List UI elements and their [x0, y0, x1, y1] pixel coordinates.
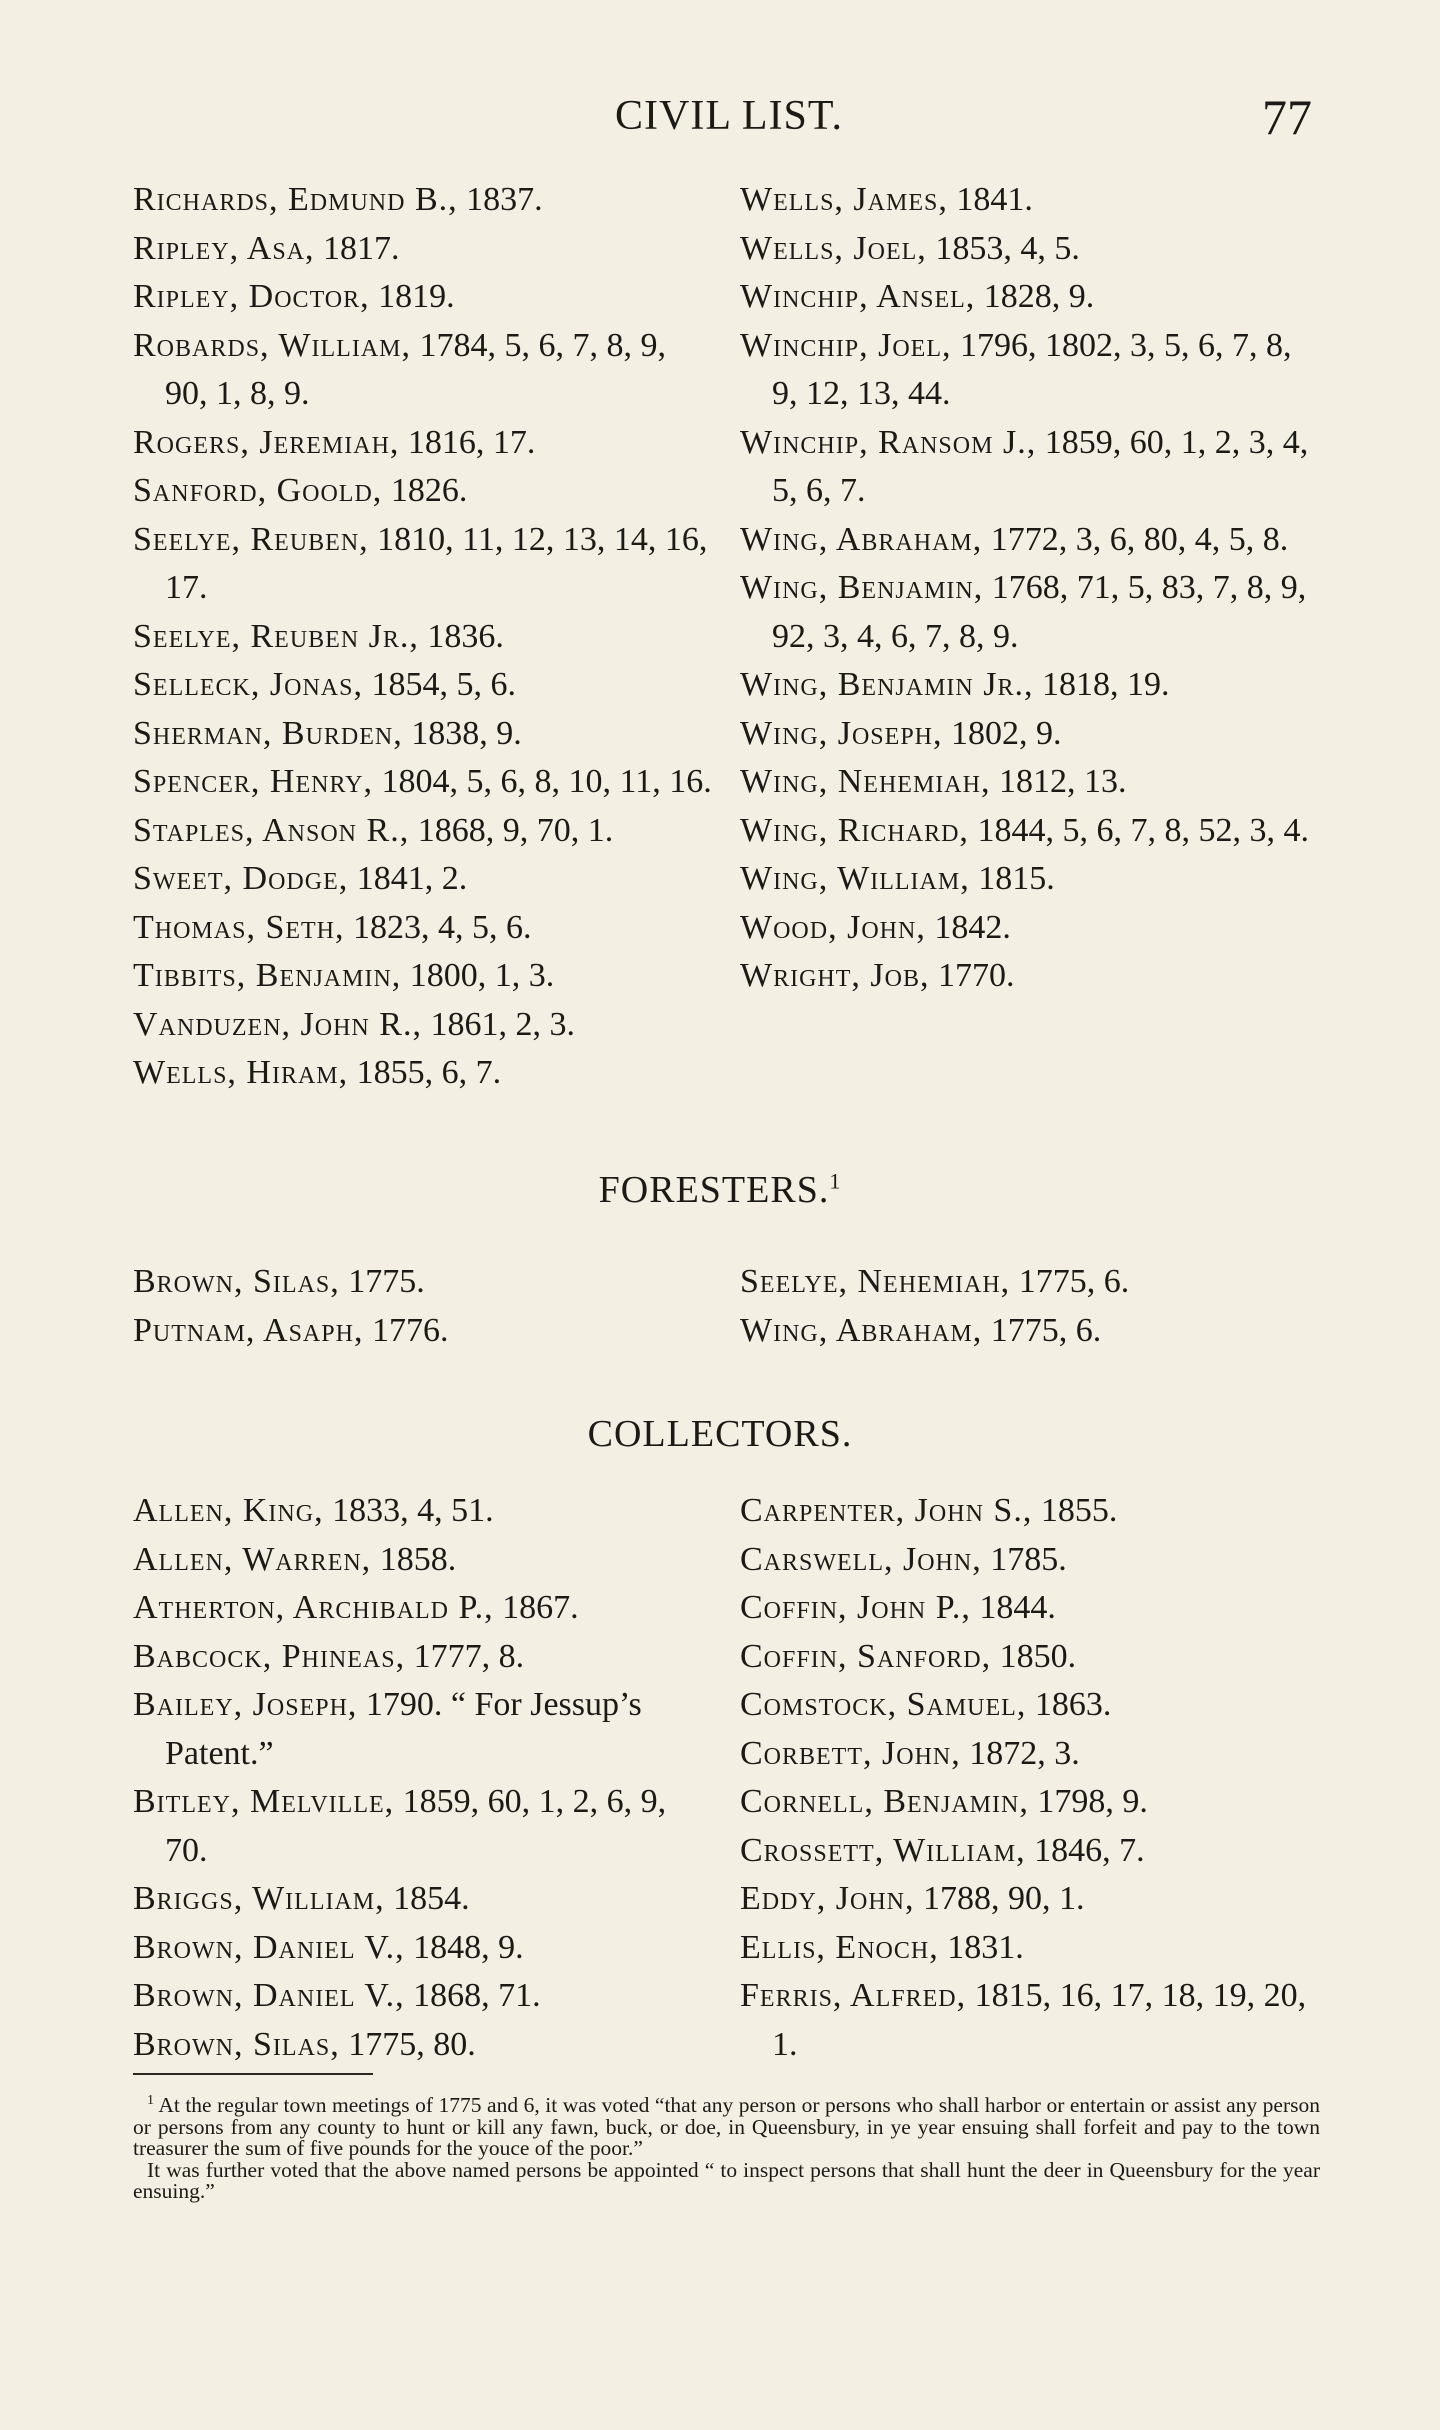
foresters-heading-text: FORESTERS.	[598, 1169, 830, 1211]
foresters-list	[133, 1258, 1320, 1355]
entry-years: 1785.	[981, 1540, 1067, 1578]
entry-name: Ellis, Enoch,	[740, 1928, 939, 1966]
list-entry	[133, 613, 713, 662]
list-entry	[133, 1049, 713, 1098]
continued-list-left-column	[133, 176, 713, 1098]
list-entry	[740, 661, 1320, 710]
entry-years: 1804, 5, 6, 8, 10, 11, 16.	[373, 763, 712, 800]
entry-years: 1859, 60, 1, 2, 3, 4, 5, 6, 7.	[772, 423, 1309, 509]
list-entry	[740, 710, 1320, 759]
entry-years: 1815, 16, 17, 18, 19, 20, 1.	[772, 1977, 1307, 2063]
entry-name: Babcock, Phineas,	[133, 1637, 406, 1675]
entry-name: Wing, Abraham,	[740, 1311, 983, 1349]
entry-years: 1777, 8.	[405, 1637, 525, 1675]
list-entry	[740, 807, 1320, 856]
list-entry	[740, 1972, 1320, 2069]
list-entry	[133, 758, 713, 807]
entry-years: 1775, 6.	[982, 1311, 1102, 1349]
entry-years: 1850.	[991, 1637, 1077, 1675]
entry-years: 1815.	[969, 860, 1055, 897]
entry-name: Allen, King,	[133, 1492, 324, 1529]
foresters-left-column	[133, 1258, 713, 1355]
entry-name: Wing, Benjamin Jr.,	[740, 666, 1034, 703]
footnote-reference: 1	[829, 1168, 842, 1194]
entry-years: 1838, 9.	[402, 714, 522, 752]
list-entry	[740, 225, 1320, 274]
entry-name: Wells, Hiram,	[133, 1054, 349, 1091]
entry-name: Sanford, Goold,	[133, 472, 383, 509]
entry-years: 1812, 13.	[990, 763, 1127, 800]
entry-name: Brown, Daniel V.,	[133, 1977, 405, 2014]
entry-name: Sherman, Burden,	[133, 714, 403, 752]
entry-years: 1837.	[457, 181, 543, 218]
list-entry	[133, 661, 713, 710]
list-entry	[740, 1584, 1320, 1633]
entry-years: 1790. “ For Jessup’s Patent.”	[165, 1686, 642, 1772]
entry-name: Atherton, Archibald P.,	[133, 1589, 494, 1626]
entry-name: Coffin, John P.,	[740, 1589, 971, 1626]
list-entry	[133, 1778, 713, 1875]
entry-years: 1810, 11, 12, 13, 14, 16, 17.	[165, 520, 708, 606]
entry-years: 1828, 9.	[975, 278, 1095, 315]
entry-name: Wing, Richard,	[740, 811, 969, 849]
page-number: 77	[1262, 89, 1312, 145]
entry-name: Wing, Nehemiah,	[740, 763, 991, 800]
entry-name: Seelye, Reuben Jr.,	[133, 617, 419, 655]
list-entry	[740, 516, 1320, 565]
list-entry	[740, 904, 1320, 953]
entry-name: Bailey, Joseph,	[133, 1686, 358, 1723]
entry-years: 1861, 2, 3.	[421, 1005, 575, 1043]
entry-name: Putnam, Asaph,	[133, 1311, 364, 1349]
entry-name: Carpenter, John S.,	[740, 1492, 1033, 1529]
entry-years: 1823, 4, 5, 6.	[344, 908, 532, 946]
entry-years: 1776.	[363, 1311, 449, 1349]
list-entry	[133, 855, 713, 904]
entry-years: 1841.	[947, 181, 1033, 218]
entry-years: 1868, 71.	[404, 1977, 541, 2014]
footnote-mark: 1	[147, 2093, 154, 2108]
list-entry	[133, 273, 713, 322]
list-entry	[133, 176, 713, 225]
entry-name: Comstock, Samuel,	[740, 1686, 1027, 1723]
list-entry	[133, 1536, 713, 1585]
list-entry	[740, 1778, 1320, 1827]
entry-years: 1818, 19.	[1033, 666, 1170, 703]
entry-years: 1859, 60, 1, 2, 6, 9, 70.	[165, 1783, 667, 1869]
list-entry	[133, 467, 713, 516]
list-entry	[133, 322, 713, 419]
list-entry	[740, 1827, 1320, 1876]
entry-name: Robards, William,	[133, 326, 411, 364]
entry-name: Cornell, Benjamin,	[740, 1783, 1029, 1820]
list-entry	[740, 758, 1320, 807]
running-head	[0, 89, 1440, 152]
collectors-right-column	[740, 1487, 1320, 2069]
footnote-text-1: At the regular town meetings of 1775 and 6, it was voted “that any person or persons who shall harbor or entertain or assist any person or persons from any county to hunt or kill any fawn, buck, or doe, in Queensbury, in ye year ensuing shall forfeit and pay to the town treasurer the sum of five pounds for the youce of the poor.”	[133, 2093, 1320, 2161]
continued-list	[133, 176, 1320, 1098]
list-entry	[740, 564, 1320, 661]
list-entry	[740, 1633, 1320, 1682]
entry-years: 1788, 90, 1.	[914, 1880, 1085, 1917]
entry-name: Winchip, Ansel,	[740, 278, 976, 315]
entry-name: Wing, Joseph,	[740, 714, 943, 752]
footnote-rule	[133, 2073, 373, 2075]
entry-years: 1772, 3, 6, 80, 4, 5, 8.	[982, 520, 1289, 558]
list-entry	[133, 1487, 713, 1536]
entry-years: 1798, 9.	[1028, 1783, 1148, 1820]
entry-years: 1854, 5, 6.	[362, 666, 516, 703]
entry-years: 1844.	[970, 1589, 1056, 1626]
entry-name: Brown, Silas,	[133, 2025, 340, 2063]
entry-name: Vanduzen, John R.,	[133, 1005, 422, 1043]
list-entry	[133, 1972, 713, 2021]
entry-years: 1841, 2.	[348, 860, 468, 897]
list-entry	[740, 1536, 1320, 1585]
entry-name: Rogers, Jeremiah,	[133, 423, 400, 461]
entry-years: 1854.	[384, 1880, 470, 1917]
entry-name: Richards, Edmund B.,	[133, 181, 458, 218]
entry-years: 1775, 6.	[1010, 1263, 1130, 1300]
entry-name: Wright, Job,	[740, 957, 930, 994]
entry-years: 1855, 6, 7.	[348, 1054, 502, 1091]
entry-name: Selleck, Jonas,	[133, 666, 363, 703]
list-entry	[133, 1633, 713, 1682]
entry-years: 1844, 5, 6, 7, 8, 52, 3, 4.	[968, 811, 1309, 849]
continued-list-right-column	[740, 176, 1320, 1098]
collectors-heading: COLLECTORS.	[587, 1413, 853, 1455]
list-entry	[740, 419, 1320, 516]
list-entry	[740, 855, 1320, 904]
entry-years: 1800, 1, 3.	[401, 957, 555, 994]
running-title: CIVIL LIST.	[615, 93, 843, 139]
entry-years: 1836.	[418, 617, 504, 655]
entry-years: 1868, 9, 70, 1.	[409, 811, 614, 849]
list-entry	[133, 516, 713, 613]
entry-years: 1842.	[925, 908, 1011, 946]
entry-name: Winchip, Joel,	[740, 326, 952, 364]
list-entry	[133, 1001, 713, 1050]
list-entry	[740, 952, 1320, 1001]
list-entry	[133, 225, 713, 274]
entry-name: Seelye, Reuben,	[133, 520, 369, 558]
entry-name: Staples, Anson R.,	[133, 811, 410, 849]
list-entry	[740, 176, 1320, 225]
entry-years: 1872, 3.	[960, 1734, 1080, 1772]
list-entry	[740, 1875, 1320, 1924]
list-entry	[133, 1681, 713, 1778]
list-entry	[133, 1875, 713, 1924]
entry-years: 1855.	[1032, 1492, 1118, 1529]
entry-name: Thomas, Seth,	[133, 908, 345, 946]
entry-name: Spencer, Henry,	[133, 763, 373, 800]
entry-years: 1863.	[1026, 1686, 1112, 1723]
entry-years: 1819.	[369, 278, 455, 315]
entry-years: 1848, 9.	[404, 1928, 524, 1966]
entry-years: 1775.	[339, 1263, 425, 1300]
entry-name: Brown, Silas,	[133, 1263, 340, 1300]
entry-name: Briggs, William,	[133, 1880, 385, 1917]
entry-name: Ferris, Alfred,	[740, 1977, 967, 2014]
entry-name: Wing, William,	[740, 860, 970, 897]
entry-years: 1770.	[929, 957, 1015, 994]
entry-years: 1816, 17.	[399, 423, 536, 461]
entry-years: 1826.	[382, 472, 468, 509]
entry-name: Wood, John,	[740, 908, 926, 946]
list-entry	[740, 1487, 1320, 1536]
list-entry	[133, 904, 713, 953]
entry-name: Seelye, Nehemiah,	[740, 1263, 1011, 1300]
list-entry	[133, 419, 713, 468]
entry-years: 1853, 4, 5.	[926, 229, 1080, 267]
entry-name: Sweet, Dodge,	[133, 860, 349, 897]
collectors-list	[133, 1487, 1320, 2069]
entry-name: Allen, Warren,	[133, 1540, 372, 1578]
list-entry	[740, 1307, 1320, 1356]
foresters-right-column	[740, 1258, 1320, 1355]
entry-years: 1858.	[371, 1540, 457, 1578]
entry-name: Ripley, Doctor,	[133, 278, 370, 315]
entry-years: 1802, 9.	[942, 714, 1062, 752]
foresters-heading	[0, 1168, 1440, 1212]
entry-name: Eddy, John,	[740, 1880, 915, 1917]
entry-name: Crossett, William,	[740, 1831, 1026, 1869]
entry-name: Wells, James,	[740, 181, 948, 218]
entry-years: 1817.	[314, 229, 400, 267]
entry-years: 1775, 80.	[339, 2025, 476, 2063]
entry-name: Bitley, Melville,	[133, 1783, 395, 1820]
list-entry	[740, 1681, 1320, 1730]
collectors-left-column	[133, 1487, 713, 2069]
list-entry	[133, 1258, 713, 1307]
entry-years: 1796, 1802, 3, 5, 6, 7, 8, 9, 12, 13, 44.	[772, 326, 1292, 412]
list-entry	[133, 710, 713, 759]
footnote-paragraph-1	[133, 2090, 1320, 2160]
entry-years: 1784, 5, 6, 7, 8, 9, 90, 1, 8, 9.	[165, 326, 666, 412]
footnotes	[133, 2090, 1320, 2203]
list-entry	[740, 1258, 1320, 1307]
list-entry	[740, 273, 1320, 322]
list-entry	[133, 952, 713, 1001]
entry-name: Wing, Abraham,	[740, 520, 983, 558]
list-entry	[133, 2021, 713, 2070]
entry-years: 1768, 71, 5, 83, 7, 8, 9, 92, 3, 4, 6, 7, 8, 9.	[772, 569, 1307, 655]
entry-name: Tibbits, Benjamin,	[133, 957, 402, 994]
entry-name: Brown, Daniel V.,	[133, 1928, 405, 1966]
entry-years: 1867.	[493, 1589, 579, 1626]
entry-years: 1846, 7.	[1025, 1831, 1145, 1869]
entry-name: Wells, Joel,	[740, 229, 927, 267]
list-entry	[740, 1924, 1320, 1973]
footnote-paragraph-2: It was further voted that the above named persons be appointed “ to inspect persons that shall hunt the deer in Queensbury for the year ensuing.”	[133, 2157, 1320, 2204]
entry-name: Coffin, Sanford,	[740, 1637, 992, 1675]
list-entry	[133, 1924, 713, 1973]
entry-name: Carswell, John,	[740, 1540, 982, 1578]
entry-name: Wing, Benjamin,	[740, 569, 984, 606]
entry-name: Ripley, Asa,	[133, 229, 315, 267]
entry-years: 1833, 4, 51.	[323, 1492, 494, 1529]
list-entry	[740, 1730, 1320, 1779]
list-entry	[133, 807, 713, 856]
list-entry	[133, 1584, 713, 1633]
entry-years: 1831.	[938, 1928, 1024, 1966]
entry-name: Winchip, Ransom J.,	[740, 423, 1037, 461]
entry-name: Corbett, John,	[740, 1734, 961, 1772]
list-entry	[133, 1307, 713, 1356]
list-entry	[740, 322, 1320, 419]
